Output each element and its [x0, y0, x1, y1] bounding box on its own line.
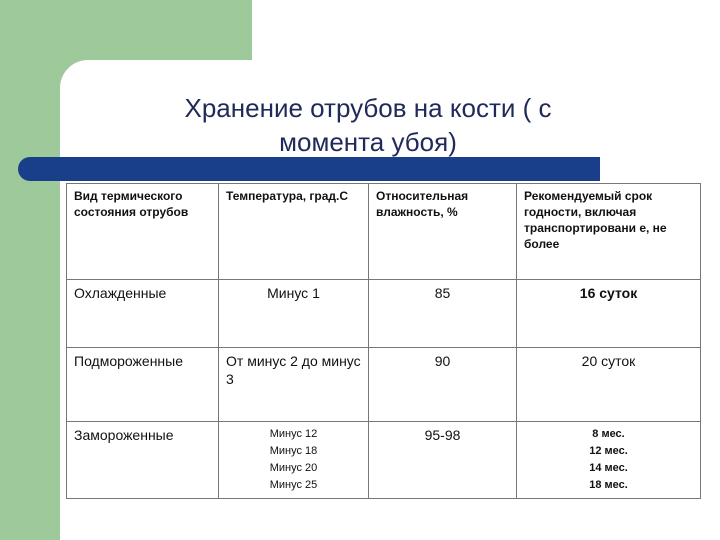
slide-title [118, 91, 618, 159]
cell-shelf-life: 16 суток [517, 280, 701, 348]
shelf-life-value: 8 мес. [592, 428, 625, 440]
temperature-value: Минус 12 [269, 428, 318, 440]
decorative-green-strip [0, 0, 60, 540]
table-row [67, 348, 701, 422]
cell-humidity: 85 [369, 280, 517, 348]
shelf-life-value: 18 мес. [589, 479, 628, 491]
table-row [67, 422, 701, 499]
title-line-2: момента убоя) [279, 127, 457, 158]
shelf-life-value: 14 мес. [589, 462, 628, 474]
header-cell-shelf-life: Рекомендуемый срок годности, включая транспортировани е, не более [517, 184, 701, 280]
storage-table [66, 183, 701, 499]
cell-type: Замороженные [67, 422, 219, 499]
header-cell-humidity: Относительная влажность, % [369, 184, 517, 280]
cell-temperature: Минус 1 [219, 280, 369, 348]
cell-type: Охлажденные [67, 280, 219, 348]
cell-humidity: 90 [369, 348, 517, 422]
temperature-value: Минус 18 [269, 445, 318, 457]
header-cell-type: Вид термического состояния отрубов [67, 184, 219, 280]
title-line-1: Хранение отрубов на кости ( с [184, 93, 552, 124]
cell-shelf-life [517, 422, 701, 499]
table-row [67, 280, 701, 348]
cell-type: Подмороженные [67, 348, 219, 422]
temperature-value: Минус 25 [269, 479, 318, 491]
cell-shelf-life: 20 суток [517, 348, 701, 422]
cell-humidity: 95-98 [369, 422, 517, 499]
cell-temperature [219, 422, 369, 499]
shelf-life-value: 12 мес. [589, 445, 628, 457]
cell-temperature: От минус 2 до минус 3 [219, 348, 369, 422]
table-header-row [67, 184, 701, 280]
temperature-value: Минус 20 [269, 462, 318, 474]
header-cell-temperature: Температура, град.С [219, 184, 369, 280]
title-divider-bar [18, 157, 600, 181]
